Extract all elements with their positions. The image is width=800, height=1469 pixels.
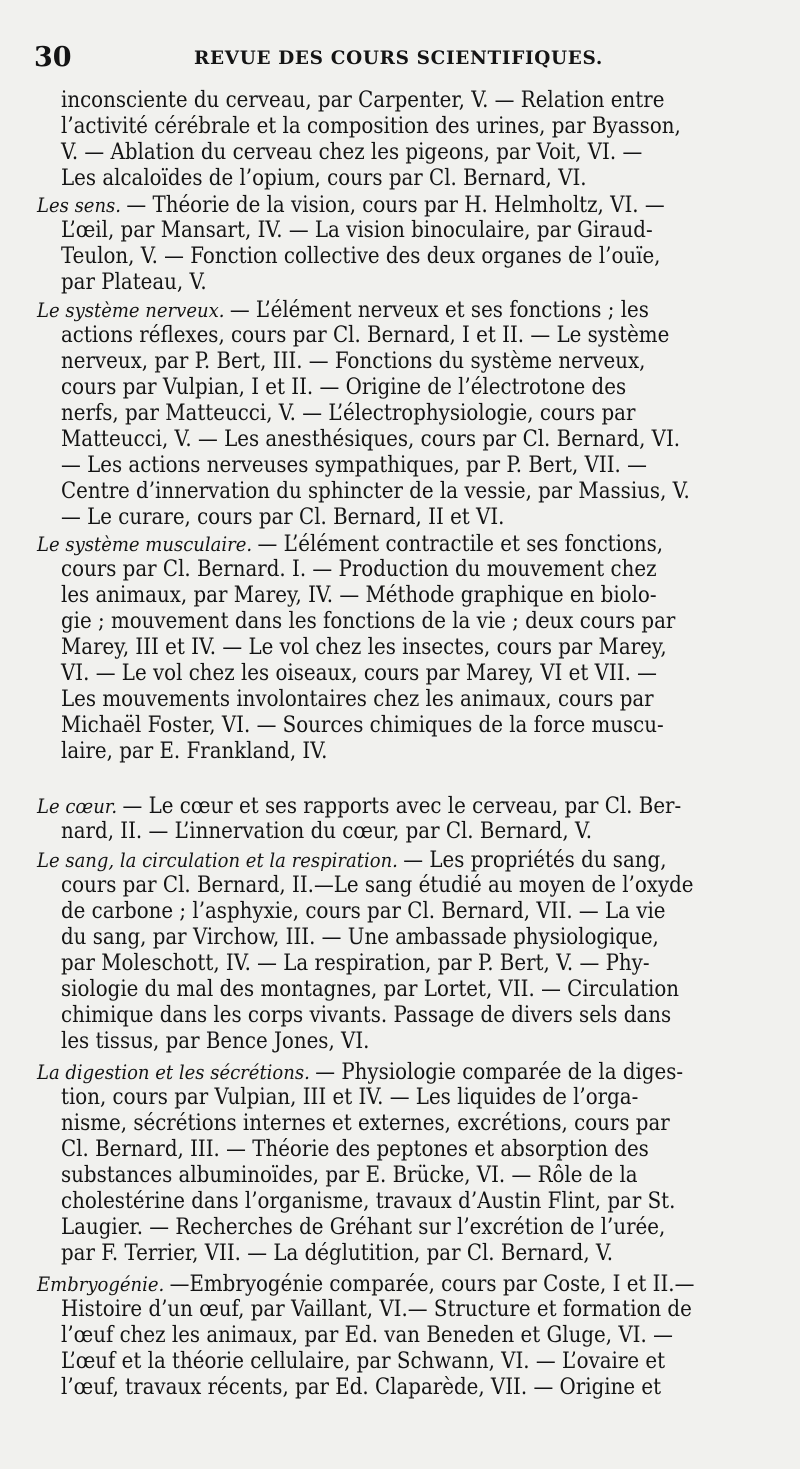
line-text: de carbone ; l’asphyxie, cours par Cl. Bernard, VII. — La vie: [61, 899, 666, 924]
line-text: Les alcaloïdes de l’opium, cours par Cl. Bernard, VI.: [61, 166, 587, 191]
line-text: les animaux, par Marey, IV. — Méthode graphique en biolo-: [61, 583, 657, 608]
text-line: [37, 792, 681, 820]
text-line: [61, 898, 665, 926]
text-line: [61, 1188, 675, 1216]
text-line: [61, 165, 587, 193]
text-line: [37, 530, 663, 558]
line-text: nard, II. — L’innervation du cœur, par Cl. Bernard, V.: [61, 819, 593, 844]
section-heading: Le système musculaire.: [37, 532, 253, 556]
line-text: inconsciente du cerveau, par Carpenter, V. — Relation entre: [61, 88, 665, 113]
line-text: Matteucci, V. — Les anesthésiques, cours par Cl. Bernard, VI.: [61, 427, 681, 452]
text-line: [61, 634, 667, 662]
text-line: [61, 1348, 665, 1376]
text-line: [61, 139, 642, 167]
line-text: Marey, III et IV. — Le vol chez les insectes, cours par Marey,: [61, 635, 667, 660]
text-line: [61, 976, 679, 1004]
text-line: [61, 1002, 671, 1030]
line-text: tion, cours par Vulpian, III et IV. — Les liquides de l’orga-: [61, 1085, 639, 1110]
text-line: [61, 452, 647, 480]
line-text: Centre d’innervation du sphincter de la vessie, par Massius, V.: [61, 479, 690, 504]
line-text: Teulon, V. — Fonction collective des deux organes de l’ouïe,: [61, 244, 661, 269]
line-text: — Physiologie comparée de la diges-: [315, 1060, 684, 1085]
text-line: [61, 1374, 661, 1402]
text-line: [61, 217, 653, 245]
line-text: VI. — Le vol chez les oiseaux, cours par Marey, VI et VII. —: [61, 661, 657, 686]
line-text: nisme, sécrétions internes et externes, excrétions, cours par: [61, 1111, 670, 1136]
line-text: — Le cœur et ses rapports avec le cerveau, par Cl. Ber-: [122, 794, 682, 819]
text-line: [61, 269, 207, 297]
line-text: nerfs, par Matteucci, V. — L’électrophysiologie, cours par: [61, 401, 636, 426]
line-text: nerveux, par P. Bert, III. — Fonctions du système nerveux,: [61, 349, 646, 374]
section-heading: Le sang, la circulation et la respiration.: [37, 848, 398, 872]
text-line: [61, 1296, 692, 1324]
page-number: 30: [34, 42, 72, 73]
line-text: L’œil, par Mansart, IV. — La vision binoculaire, par Giraud-: [61, 218, 653, 243]
text-line: [61, 400, 635, 428]
text-line: [61, 348, 645, 376]
line-text: — Théorie de la vision, cours par H. Helmholtz, VI. —: [126, 193, 665, 218]
running-head: REVUE DES COURS SCIENTIFIQUES.: [194, 47, 603, 69]
line-text: cholestérine dans l’organisme, travaux d’Austin Flint, par St.: [61, 1189, 676, 1214]
text-line: [61, 504, 504, 532]
text-line: [37, 1058, 683, 1086]
text-line: [61, 950, 650, 978]
text-line: [61, 1240, 613, 1268]
text-line: [61, 608, 675, 636]
section-heading: La digestion et les sécrétions.: [37, 1060, 310, 1084]
text-line: [61, 872, 694, 900]
text-line: [37, 296, 649, 324]
text-line: [61, 1110, 670, 1138]
line-text: les tissus, par Bence Jones, VI.: [61, 1029, 370, 1054]
text-line: [61, 686, 654, 714]
line-text: — L’élément contractile et ses fonctions,: [257, 532, 664, 557]
line-text: par Moleschott, IV. — La respiration, par P. Bert, V. — Phy-: [61, 951, 650, 976]
text-line: [61, 818, 592, 846]
line-text: — Les propriétés du sang,: [403, 848, 667, 873]
line-text: actions réflexes, cours par Cl. Bernard, I et II. — Le système: [61, 323, 670, 348]
line-text: siologie du mal des montagnes, par Lortet, VII. — Circulation: [61, 977, 680, 1002]
section-heading: Les sens.: [37, 193, 122, 217]
line-text: par Plateau, V.: [61, 270, 207, 295]
line-text: Les mouvements involontaires chez les animaux, cours par: [61, 687, 654, 712]
line-text: du sang, par Virchow, III. — Une ambassade physiologique,: [61, 925, 659, 950]
section-heading: Embryogénie.: [37, 1272, 165, 1296]
line-text: cours par Cl. Bernard. I. — Production du mouvement chez: [61, 557, 657, 582]
section-heading: Le cœur.: [37, 794, 118, 818]
line-text: Michaël Foster, VI. — Sources chimiques de la force muscu-: [61, 713, 664, 738]
text-line: [61, 374, 626, 402]
text-line: [61, 87, 664, 115]
line-text: — Le curare, cours par Cl. Bernard, II et VI.: [61, 505, 505, 530]
text-line: [61, 1136, 649, 1164]
text-line: [61, 322, 669, 350]
line-text: cours par Vulpian, I et II. — Origine de l’électrotone des: [61, 375, 627, 400]
line-text: laire, par E. Frankland, IV.: [61, 739, 328, 764]
text-line: [61, 712, 664, 740]
section-heading: Le système nerveux.: [37, 298, 225, 322]
line-text: Laugier. — Recherches de Gréhant sur l’excrétion de l’urée,: [61, 1215, 666, 1240]
text-line: [37, 1270, 694, 1298]
line-text: l’œuf chez les animaux, par Ed. van Beneden et Gluge, VI. —: [61, 1323, 673, 1348]
line-text: —Embryogénie comparée, cours par Coste, I et II.—: [169, 1272, 695, 1297]
text-line: [61, 113, 681, 141]
text-line: [61, 243, 660, 271]
text-line: [61, 1084, 638, 1112]
line-text: — L’élément nerveux et ses fonctions ; les: [229, 298, 649, 323]
text-line: [61, 582, 657, 610]
line-text: V. — Ablation du cerveau chez les pigeons, par Voit, VI. —: [61, 140, 643, 165]
text-line: [37, 846, 666, 874]
line-text: chimique dans les corps vivants. Passage de divers sels dans: [61, 1003, 672, 1028]
line-text: — Les actions nerveuses sympathiques, par P. Bert, VII. —: [61, 453, 647, 478]
line-text: L’œuf et la théorie cellulaire, par Schwann, VI. — L’ovaire et: [61, 1349, 666, 1374]
text-line: [37, 191, 665, 219]
line-text: l’activité cérébrale et la composition des urines, par Byasson,: [61, 114, 681, 139]
text-line: [61, 556, 657, 584]
text-line: [61, 1214, 665, 1242]
line-text: par F. Terrier, VII. — La déglutition, par Cl. Bernard, V.: [61, 1241, 614, 1266]
line-text: Histoire d’un œuf, par Vaillant, VI.— Structure et formation de: [61, 1297, 692, 1322]
text-line: [61, 738, 327, 766]
text-line: [61, 478, 690, 506]
text-line: [61, 1028, 369, 1056]
line-text: cours par Cl. Bernard, II.—Le sang étudié au moyen de l’oxyde: [61, 873, 694, 898]
line-text: substances albuminoïdes, par E. Brücke, VI. — Rôle de la: [61, 1163, 638, 1188]
text-line: [61, 924, 659, 952]
line-text: gie ; mouvement dans les fonctions de la vie ; deux cours par: [61, 609, 676, 634]
text-line: [61, 1162, 638, 1190]
line-text: Cl. Bernard, III. — Théorie des peptones et absorption des: [61, 1137, 649, 1162]
text-line: [61, 660, 657, 688]
text-line: [61, 426, 680, 454]
line-text: l’œuf, travaux récents, par Ed. Claparède, VII. — Origine et: [61, 1375, 662, 1400]
text-line: [61, 1322, 673, 1350]
